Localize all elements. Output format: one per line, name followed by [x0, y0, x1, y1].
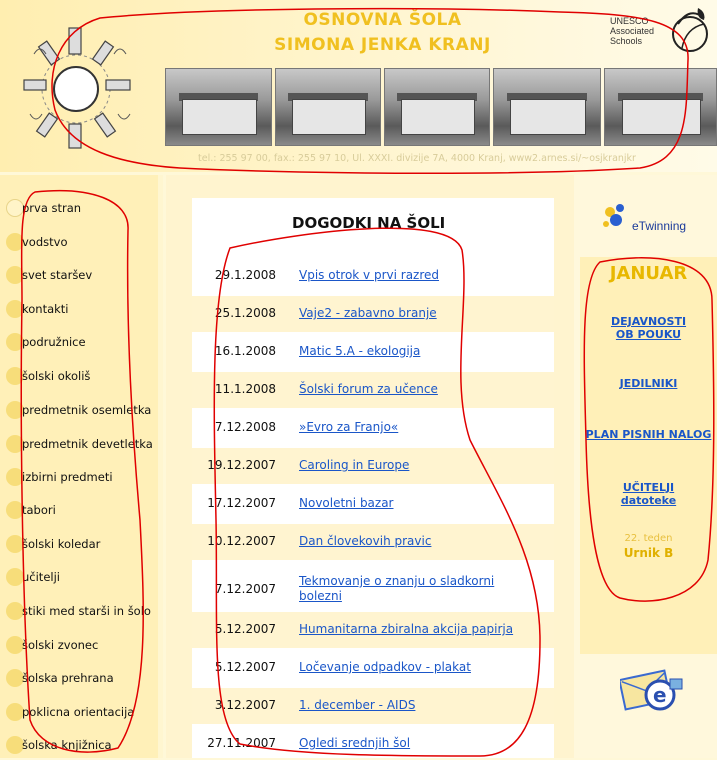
sidebar-item-label: poklicna orientacija	[22, 705, 135, 719]
teachers-files-link[interactable]	[580, 481, 717, 507]
event-link[interactable]: Caroling in Europe	[299, 458, 410, 472]
contact-info: tel.: 255 97 00, fax.: 255 97 10, Ul. XXXI. divizije 7A, 4000 Kranj, www2.arnes.si/~osjkranjkr	[198, 153, 636, 164]
event-row	[192, 650, 554, 686]
event-row	[192, 562, 554, 610]
svg-text:e: e	[653, 683, 667, 707]
event-date: 7.12.2007	[214, 582, 276, 596]
event-date: 3.12.2007	[214, 698, 276, 712]
sidebar-item-label: vodstvo	[22, 235, 68, 249]
school-photo-3	[384, 68, 490, 146]
sidebar-item-10[interactable]	[0, 533, 158, 557]
sidebar-item-label: stiki med starši in šolo	[22, 604, 151, 618]
sidebar-item-1[interactable]	[0, 231, 158, 255]
event-link[interactable]: Dan človekovih pravic	[299, 534, 432, 548]
email-icon[interactable]	[620, 665, 686, 713]
event-date: 10.12.2007	[207, 534, 276, 548]
event-date: 5.12.2007	[214, 660, 276, 674]
event-link[interactable]: Ogledi srednjih šol	[299, 736, 411, 750]
sidebar-item-label: prva stran	[22, 201, 82, 215]
schedule-label[interactable]: Urnik B	[623, 546, 674, 560]
sidebar-item-label: šolska prehrana	[22, 671, 114, 685]
event-date: 29.1.2008	[214, 268, 276, 282]
event-date: 16.1.2008	[214, 344, 276, 358]
event-row	[192, 688, 554, 724]
unesco-label	[610, 16, 654, 46]
week-label: 22. teden	[624, 533, 673, 544]
school-photo-4	[493, 68, 601, 146]
event-row	[192, 726, 554, 760]
activities-link-line1: DEJAVNOSTI	[610, 315, 687, 328]
sidebar-item-label: predmetnik osemletka	[22, 403, 152, 417]
sidebar-item-3[interactable]	[0, 298, 158, 322]
sidebar-item-8[interactable]	[0, 466, 158, 490]
sidebar-item-label: šolska knjižnica	[22, 738, 112, 752]
event-link[interactable]: Novoletni bazar	[299, 496, 394, 510]
event-row	[192, 296, 554, 332]
sidebar-item-14[interactable]	[0, 667, 158, 691]
event-link[interactable]: Humanitarna zbiralna akcija papirja	[299, 622, 514, 636]
sidebar-item-label: kontakti	[22, 302, 69, 316]
event-row	[192, 372, 554, 408]
unesco-line2: Associated	[610, 26, 655, 36]
sidebar-item-label: izbirni predmeti	[22, 470, 113, 484]
event-row	[192, 334, 554, 370]
sidebar-item-13[interactable]	[0, 634, 158, 658]
teachers-files-line1: UČITELJI	[622, 481, 675, 494]
school-title-line2: SIMONA JENKA KRANJ	[274, 35, 491, 55]
event-link[interactable]: »Evro za Franjo«	[299, 420, 399, 434]
school-photo-1	[165, 68, 272, 146]
sidebar-item-0[interactable]	[0, 197, 158, 221]
sidebar-item-label: podružnice	[22, 335, 86, 349]
sidebar-item-label: šolski okoliš	[22, 369, 91, 383]
sidebar-item-4[interactable]	[0, 331, 158, 355]
event-date: 19.12.2007	[207, 458, 276, 472]
etwinning-stars-icon	[603, 204, 624, 227]
event-row	[192, 612, 554, 648]
sidebar-item-11[interactable]	[0, 566, 158, 590]
event-date: 11.1.2008	[214, 382, 276, 396]
sidebar-item-label: šolski koledar	[22, 537, 101, 551]
event-row	[192, 524, 554, 560]
sidebar-item-label: predmetnik devetletka	[22, 437, 153, 451]
event-link[interactable]: Matic 5.A - ekologija	[299, 344, 421, 358]
event-link[interactable]: Ločevanje odpadkov - plakat	[299, 660, 471, 674]
teachers-files-line2: datoteke	[620, 494, 677, 507]
sidebar-item-12[interactable]	[0, 600, 158, 624]
event-date: 7.12.2008	[214, 420, 276, 434]
event-row	[192, 410, 554, 446]
test-plan-link[interactable]: PLAN PISNIH NALOG	[585, 428, 712, 441]
unesco-line3: Schools	[610, 36, 643, 46]
activities-link-line2: OB POUKU	[615, 328, 682, 341]
sidebar-item-7[interactable]	[0, 433, 158, 457]
school-photo-5	[604, 68, 717, 146]
sidebar-item-label: tabori	[22, 503, 56, 517]
school-logo-icon[interactable]	[14, 14, 144, 154]
activities-link[interactable]	[580, 315, 717, 341]
event-row	[192, 448, 554, 484]
event-date: 17.12.2007	[207, 496, 276, 510]
unesco-line1: UNESCO	[610, 16, 649, 26]
month-title: JANUAR	[609, 263, 688, 284]
sidebar-item-15[interactable]	[0, 701, 158, 725]
sidebar-item-2[interactable]	[0, 264, 158, 288]
sidebar-item-6[interactable]	[0, 399, 158, 423]
event-row	[192, 258, 554, 294]
event-date: 27.11.2007	[207, 736, 276, 750]
event-date: 25.1.2008	[214, 306, 276, 320]
event-link[interactable]: Vpis otrok v prvi razred	[299, 268, 440, 282]
etwinning-label: eTwinning	[632, 219, 687, 233]
etwinning-logo[interactable]	[598, 198, 693, 238]
event-link[interactable]: 1. december - AIDS	[299, 698, 416, 712]
sidebar-item-5[interactable]	[0, 365, 158, 389]
sidebar-item-16[interactable]	[0, 734, 158, 758]
sidebar-item-label: svet staršev	[22, 268, 93, 282]
event-date: 5.12.2007	[214, 622, 276, 636]
sidebar-item-label: učitelji	[22, 570, 60, 584]
menus-link[interactable]: JEDILNIKI	[619, 377, 678, 390]
unesco-logo-icon	[660, 4, 710, 56]
school-photo-2	[275, 68, 381, 146]
school-title-line1: OSNOVNA ŠOLA	[303, 10, 462, 30]
school-title	[200, 8, 565, 58]
event-link[interactable]: Šolski forum za učence	[299, 382, 438, 396]
event-link[interactable]: Vaje2 - zabavno branje	[299, 306, 437, 320]
event-row	[192, 486, 554, 522]
sidebar-item-label: šolski zvonec	[22, 638, 99, 652]
events-title: DOGODKI NA ŠOLI	[292, 214, 446, 232]
sidebar-item-9[interactable]	[0, 499, 158, 523]
event-link[interactable]: Tekmovanje o znanju o sladkorni bolezni	[299, 574, 495, 603]
